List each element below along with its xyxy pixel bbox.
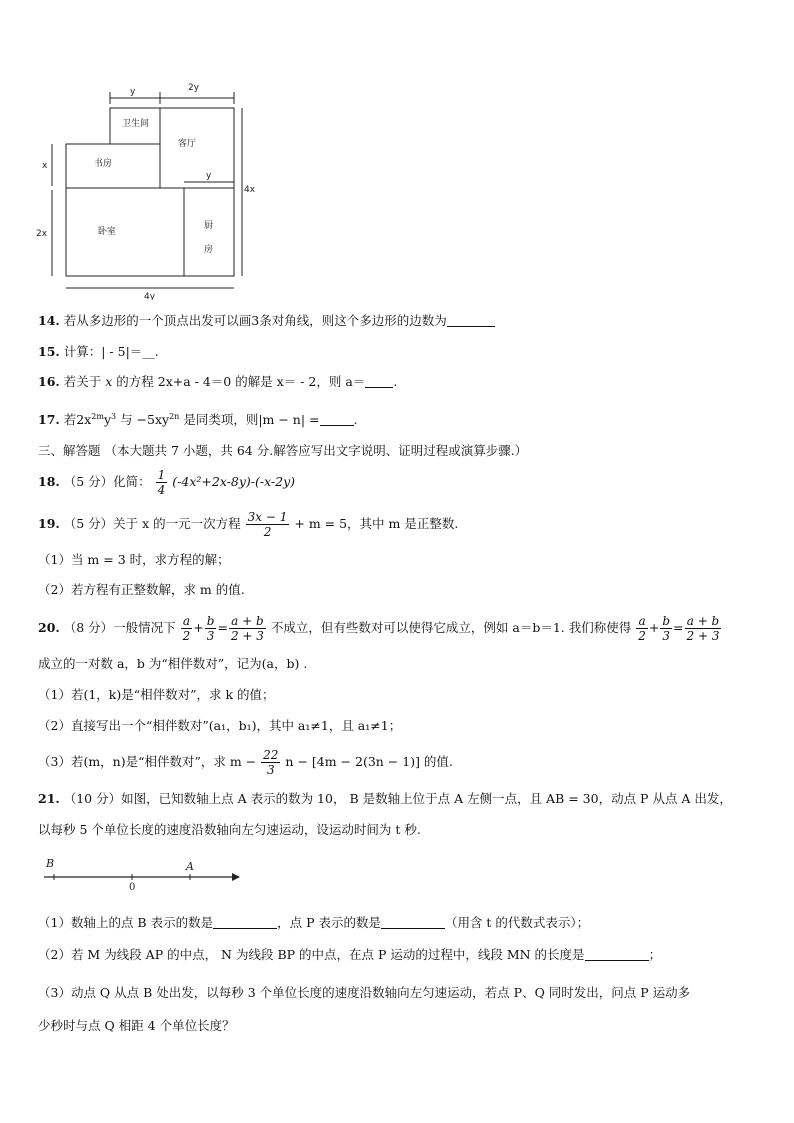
q20-p3-fraction xyxy=(261,748,280,777)
label-left-x: x xyxy=(42,161,48,171)
label-right-4x: 4x xyxy=(244,185,256,195)
q21-p1a: （1）数轴上的点 B 表示的数是 xyxy=(38,915,214,930)
q16-pre: 若关于 xyxy=(63,374,102,389)
q21-line2-text: 以每秒 5 个单位长度的速度沿数轴向左匀速运动，设运动时间为 t 秒. xyxy=(38,822,421,837)
q14-number: 14. xyxy=(38,313,60,328)
q19-p2-text: （2）若方程有正整数解，求 m 的值. xyxy=(38,582,245,597)
q20-frac-ab-num: a + b xyxy=(231,614,264,628)
q20-line2-text: 成立的一对数 a，b 为“相伴数对”，记为(a，b) . xyxy=(38,656,308,671)
q17-pre: 若2x xyxy=(63,412,92,428)
q17-sup3: 2n xyxy=(169,412,180,421)
q20-frac-a-num: a xyxy=(182,614,191,628)
q20-frac-a2-den: 2 xyxy=(638,629,646,643)
q16-var: x xyxy=(105,374,113,389)
q16-blank[interactable] xyxy=(365,375,393,388)
q21-part1 xyxy=(38,914,589,932)
q21-p2a: （2）若 M 为线段 AP 的中点， N 为线段 BP 的中点，在点 P 运动的过程中，线段 MN 的长度是 xyxy=(38,947,585,962)
q21-p2b: ； xyxy=(648,947,662,962)
q17-mid1: y xyxy=(103,412,111,428)
q21-part2 xyxy=(38,946,661,964)
q20-frac-a2-num: a xyxy=(638,614,646,628)
q20-text1: （8 分）一般情况下 xyxy=(63,620,176,635)
label-kitchen-2: 房 xyxy=(204,245,214,255)
question-15 xyxy=(38,343,159,361)
q20-frac-a-den: 2 xyxy=(182,629,191,643)
q20-part3 xyxy=(38,745,453,779)
label-left-2x: 2x xyxy=(36,229,48,239)
q19-text2: + m = 5，其中 m 是正整数. xyxy=(294,516,459,531)
q20-frac-a2 xyxy=(636,614,648,643)
section-three-heading xyxy=(38,442,527,460)
q17-number: 17. xyxy=(38,412,60,428)
q20-frac-b2-den: 3 xyxy=(662,629,670,643)
q20-p3-frac-den: 3 xyxy=(266,763,275,777)
q20-frac-b2 xyxy=(660,614,672,643)
q21-p2-blank[interactable] xyxy=(585,948,649,961)
label-study: 书房 xyxy=(94,159,113,169)
question-14 xyxy=(38,312,495,330)
axis-label-zero: 0 xyxy=(129,882,136,891)
number-line-figure xyxy=(40,855,240,891)
q19-number: 19. xyxy=(38,516,60,531)
q18-frac-den: 4 xyxy=(157,483,166,497)
q21-part3 xyxy=(38,984,690,1002)
q20-frac-b-num: b xyxy=(206,614,215,628)
label-bedroom: 卧室 xyxy=(98,227,117,237)
q18-text2: (-4x²+2x-8y)-(-x-2y) xyxy=(172,474,296,489)
q21-number: 21. xyxy=(38,791,60,806)
question-17 xyxy=(38,408,358,429)
q21-part3-cont xyxy=(38,1017,235,1035)
q15-number: 15. xyxy=(38,344,60,359)
q15-text: 计算：| - 5|＝__. xyxy=(63,344,159,359)
q20-frac-a xyxy=(181,614,193,643)
q19-frac-den: 2 xyxy=(263,525,272,539)
q14-text: 若从多边形的一个顶点出发可以画3条对角线，则这个多边形的边数为 xyxy=(63,313,447,328)
q20-frac-b2-num: b xyxy=(662,614,671,628)
q21-line2 xyxy=(38,821,421,839)
q20-part1 xyxy=(38,686,275,704)
q17-end: . xyxy=(353,412,358,428)
q20-p2-text: （2）直接写出一个“相伴数对”(a₁，b₁)，其中 a₁≠1，且 a₁≠1； xyxy=(38,718,402,733)
q20-number: 20. xyxy=(38,620,60,635)
label-bottom-4y: 4y xyxy=(144,292,156,300)
q20-p3-frac-num: 22 xyxy=(263,748,279,762)
label-inner-y: y xyxy=(206,171,212,181)
q20-p3a: （3）若(m，n)是“相伴数对”，求 m − xyxy=(38,754,257,769)
axis-label-B: B xyxy=(46,857,55,870)
q21-p3a: （3）动点 Q 从点 B 处出发，以每秒 3 个单位长度的速度沿数轴向左匀速运动，若点 P、Q 同时发出，问点 P 运动多 xyxy=(38,985,691,1000)
q14-blank[interactable] xyxy=(447,314,495,327)
q20-p3b: n − [4m − 2(3n − 1)] 的值. xyxy=(285,754,453,769)
q20-p1-text: （1）若(1，k)是“相伴数对”，求 k 的值； xyxy=(38,687,275,702)
label-living: 客厅 xyxy=(178,139,197,149)
question-20: 20. （8 分）一般情况下 $\frac{a}{2}$ + $\frac{b}{3}$ = $\frac{a + b}{2 + 3}$ 不成立，但有些数对可以使得它成立，例如 a＝b＝1. 我们称使得 $\frac{a}{2}$ + $\frac{b}{3}$ = $\frac{a + b}{2 + 3}$ xyxy=(38,614,720,643)
q21-p1-blank2[interactable] xyxy=(381,916,445,929)
question-18 xyxy=(38,466,295,498)
question-19 xyxy=(38,508,458,540)
q19-p1-text: （1）当 m = 3 时，求方程的解； xyxy=(38,552,230,567)
q20-frac-ab-den: 2 + 3 xyxy=(230,629,264,643)
q17-blank[interactable] xyxy=(320,413,354,426)
section-three-text: 三、解答题 （本大题共 7 小题，共 64 分.解答应写出文字说明、证明过程或演算步骤.） xyxy=(38,443,528,458)
q20-frac-b-den: 3 xyxy=(206,629,215,643)
label-bathroom: 卫生间 xyxy=(122,119,150,129)
q16-number: 16. xyxy=(38,374,60,389)
q17-sup2: 3 xyxy=(111,412,117,421)
q18-frac-num: 1 xyxy=(157,468,166,482)
q17-sup1: 2m xyxy=(91,412,104,421)
label-top-y: y xyxy=(130,87,136,97)
q19-fraction xyxy=(246,510,290,539)
label-top-2y: 2y xyxy=(188,83,200,93)
q19-part1 xyxy=(38,551,230,569)
q21-p1-blank1[interactable] xyxy=(213,916,277,929)
q18-fraction xyxy=(156,468,168,497)
q21-p3b: 少秒时与点 Q 相距 4 个单位长度？ xyxy=(38,1018,235,1033)
q20-frac-b xyxy=(205,614,217,643)
q17-mid3: 是同类项，则|m − n| = xyxy=(179,412,320,428)
q20-frac-ab2-num: a + b xyxy=(686,614,720,628)
q17-mid2: 与 −5xy xyxy=(116,412,170,428)
q19-text1: （5 分）关于 x 的一元一次方程 xyxy=(63,516,241,531)
q19-frac-num: 3x − 1 xyxy=(247,510,288,524)
q20-part2 xyxy=(38,717,401,735)
q21-p1b: ，点 P 表示的数是 xyxy=(277,915,381,930)
q21-p1c: （用含 t 的代数式表示）； xyxy=(444,915,590,930)
floor-plan-figure xyxy=(30,80,260,300)
q16-mid: 的方程 2x+a - 4＝0 的解是 x＝ - 2，则 a＝ xyxy=(116,374,366,389)
q18-text1: （5 分）化简： xyxy=(63,474,151,489)
q20-frac-ab2-den: 2 + 3 xyxy=(686,629,720,643)
q20-text2: 不成立，但有些数对可以使得它成立，例如 a＝b＝1. 我们称使得 xyxy=(270,620,632,635)
q20-line2 xyxy=(38,655,307,673)
q18-number: 18. xyxy=(38,474,60,489)
question-21 xyxy=(38,790,732,808)
axis-label-A: A xyxy=(186,860,194,873)
q20-frac-ab xyxy=(229,614,266,643)
q20-frac-ab2 xyxy=(685,614,722,643)
q21-line1: （10 分）如图，已知数轴上点 A 表示的数为 10， B 是数轴上位于点 A 左侧一点，且 AB = 30，动点 P 从点 A 出发， xyxy=(63,791,732,806)
label-kitchen-1: 厨 xyxy=(204,221,214,231)
q16-end: . xyxy=(393,374,398,389)
question-16 xyxy=(38,373,397,391)
q19-part2 xyxy=(38,581,245,599)
